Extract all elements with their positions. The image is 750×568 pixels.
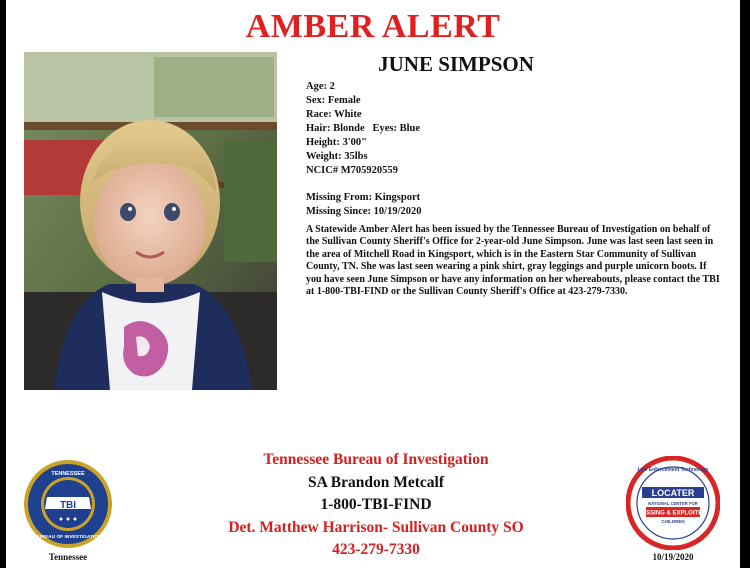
svg-text:TENNESSEE: TENNESSEE	[51, 471, 85, 477]
seal-caption: Tennessee	[48, 552, 88, 562]
svg-text:TBI: TBI	[59, 500, 77, 511]
contact-block	[166, 449, 586, 562]
svg-text:LOCATER: LOCATER	[651, 488, 695, 498]
detail-weight: Weight: 35lbs	[306, 151, 368, 162]
svg-text:NATIONAL CENTER FOR: NATIONAL CENTER FOR	[648, 501, 698, 506]
contact-detective: Det. Matthew Harrison- Sullivan County SO	[228, 518, 524, 536]
tbi-seal-icon	[23, 459, 113, 549]
svg-text:BUREAU OF INVESTIGATION: BUREAU OF INVESTIGATION	[34, 535, 102, 540]
amber-alert-flyer	[6, 0, 740, 568]
contact-tbi-phone: 1-800-TBI-FIND	[320, 496, 432, 513]
detail-missing-since: Missing Since: 10/19/2020	[306, 206, 422, 217]
detail-hair-eyes: Hair: Blonde Eyes: Blue	[306, 123, 421, 134]
detail-sex: Sex: Female	[306, 95, 361, 106]
child-photo	[24, 52, 277, 390]
detail-missing-from: Missing From: Kingsport	[306, 192, 421, 203]
contact-agency: Tennessee Bureau of Investigation	[263, 451, 489, 468]
child-name: JUNE SIMPSON	[378, 52, 534, 76]
detail-height: Height: 3'00"	[306, 137, 367, 148]
alert-date: 10/19/2020	[652, 552, 694, 562]
alert-narrative: A Statewide Amber Alert has been issued by the Tennessee Bureau of Investigation on behalf of the Sullivan County Sheriff's Office for 2-year-old June Simpson. June was last seen last seen in the area of Mitchell Road in Kingsport, which is in the Eastern Star Community of Sullivan County, TN. She was last seen wearing a pink shirt, gray leggings and purple unicorn boots. If you have seen June Simpson or have any information on her whereabouts, please contact the TBI at 1-800-TBI-FIND or the Sullivan County Sheriff's Office at 423-279-7330.	[306, 224, 720, 298]
contact-agent: SA Brandon Metcalf	[307, 473, 445, 491]
svg-text:CHILDREN: CHILDREN	[661, 519, 685, 524]
detail-race: Race: White	[306, 109, 362, 120]
detail-age: Age: 2	[306, 81, 335, 92]
detail-ncic: NCIC# M705920559	[306, 165, 398, 176]
alert-title: AMBER ALERT	[245, 8, 501, 45]
svg-text:MISSING & EXPLOITED: MISSING & EXPLOITED	[639, 510, 707, 517]
child-details	[306, 80, 726, 219]
svg-text:Law Enforcement Technology: Law Enforcement Technology	[637, 467, 709, 473]
contact-county-phone: 423-279-7330	[332, 541, 420, 558]
locater-logo-icon	[626, 456, 720, 550]
